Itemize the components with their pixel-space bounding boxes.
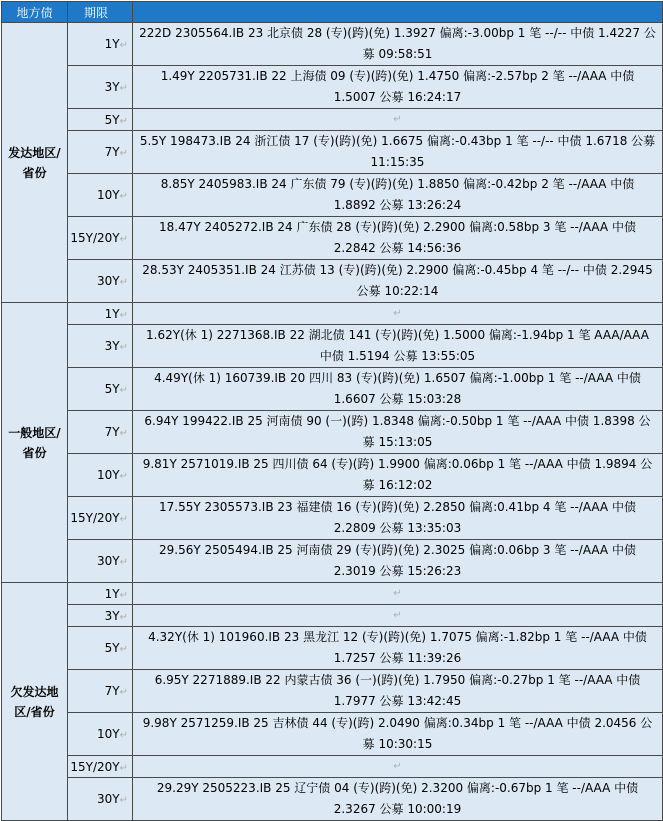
region-label: 发达地区/省份 xyxy=(8,145,61,180)
term-label: 5Y xyxy=(104,641,120,655)
table-row xyxy=(2,454,663,497)
table-row xyxy=(2,109,663,131)
bond-quote-cell xyxy=(133,109,663,131)
bond-quote-text: 9.81Y 2571019.IB 25 四川债 64 (专)(跨) 1.9900 偏离:0.06bp 1 笔 --/AAA 中债 1.9894 公募 16:12:02 xyxy=(142,457,653,492)
table-row xyxy=(2,756,663,778)
paragraph-mark: ↵ xyxy=(119,589,128,601)
term-label: 3Y xyxy=(104,339,120,353)
term-label: 30Y xyxy=(97,792,120,806)
table-row xyxy=(2,368,663,411)
paragraph-mark: ↵ xyxy=(119,148,128,159)
term-cell xyxy=(68,713,133,756)
paragraph-mark: ↵ xyxy=(119,234,128,245)
bond-quote-text: 4.49Y(休 1) 160739.IB 20 四川 83 (专)(跨)(免) 1.6507 偏离:-1.00bp 1 笔 --/AAA 中债 1.6607 公募 15:03:28 xyxy=(154,371,641,406)
term-cell xyxy=(68,778,133,821)
term-cell xyxy=(68,303,133,325)
term-label: 5Y xyxy=(104,112,120,127)
table-row xyxy=(2,303,663,325)
term-cell xyxy=(68,325,133,368)
term-cell xyxy=(68,454,133,497)
table-row xyxy=(2,174,663,217)
term-label: 10Y xyxy=(97,188,120,202)
bond-quote-text: 6.94Y 199422.IB 25 河南债 90 (一)(跨) 1.8348 偏离:-0.50bp 1 笔 --/AAA 中债 1.8398 公募 15:13:05 xyxy=(144,414,651,449)
empty-mark: ↵ xyxy=(393,588,402,599)
bond-quote-cell xyxy=(133,670,663,713)
empty-mark: ↵ xyxy=(393,610,402,621)
bond-quote-cell xyxy=(133,627,663,670)
header-details xyxy=(133,2,663,23)
bond-quote-text: 222D 2305564.IB 23 北京债 28 (专)(跨)(免) 1.3927 偏离:-3.00bp 1 笔 --/-- 中债 1.4227 公募 09:58:51 xyxy=(139,26,656,61)
table-row xyxy=(2,605,663,627)
term-cell xyxy=(68,174,133,217)
table-row xyxy=(2,325,663,368)
bond-quote-cell xyxy=(133,540,663,583)
term-label: 15Y/20Y xyxy=(70,759,120,774)
table-row xyxy=(2,670,663,713)
term-cell xyxy=(68,583,133,605)
table-row xyxy=(2,66,663,109)
bond-quote-text: 1.62Y(休 1) 2271368.IB 22 湖北债 141 (专)(跨)(免) 1.5000 偏离:-1.94bp 1 笔 AAA/AAA 中债 1.5194 公募 13:55:05 xyxy=(146,328,649,363)
paragraph-mark: ↵ xyxy=(119,557,128,568)
bond-quote-text: 9.98Y 2571259.IB 25 吉林债 44 (专)(跨) 2.0490 偏离:0.34bp 1 笔 --/AAA 中债 2.0456 公募 10:30:15 xyxy=(142,716,653,751)
header-row xyxy=(2,2,663,23)
bond-quote-cell xyxy=(133,454,663,497)
term-label: 30Y xyxy=(97,554,120,568)
term-label: 1Y xyxy=(104,586,120,601)
table-row xyxy=(2,260,663,303)
term-label: 7Y xyxy=(104,684,120,698)
paragraph-mark: ↵ xyxy=(119,730,128,741)
term-cell xyxy=(68,368,133,411)
paragraph-mark: ↵ xyxy=(119,277,128,288)
table-row xyxy=(2,217,663,260)
bond-quote-cell xyxy=(133,303,663,325)
table-row xyxy=(2,497,663,540)
paragraph-mark: ↵ xyxy=(119,471,128,482)
bond-quote-cell xyxy=(133,174,663,217)
bond-quote-cell xyxy=(133,66,663,109)
term-label: 10Y xyxy=(97,727,120,741)
term-label: 30Y xyxy=(97,274,120,288)
region-cell xyxy=(2,23,68,303)
term-cell xyxy=(68,260,133,303)
term-cell xyxy=(68,670,133,713)
term-label: 1Y xyxy=(104,37,120,51)
bond-quote-cell xyxy=(133,713,663,756)
term-label: 15Y/20Y xyxy=(70,231,120,245)
term-cell xyxy=(68,605,133,627)
term-label: 5Y xyxy=(104,382,120,396)
term-cell xyxy=(68,23,133,66)
table-row xyxy=(2,131,663,174)
paragraph-mark: ↵ xyxy=(119,385,128,396)
term-cell xyxy=(68,497,133,540)
term-label: 7Y xyxy=(104,145,120,159)
term-label: 1Y xyxy=(104,306,120,321)
paragraph-mark: ↵ xyxy=(119,342,128,353)
paragraph-mark: ↵ xyxy=(119,644,128,655)
paragraph-mark: ↵ xyxy=(119,309,128,321)
paragraph-mark: ↵ xyxy=(119,191,128,202)
term-cell xyxy=(68,411,133,454)
header-region: 地方债 xyxy=(2,2,68,23)
paragraph-mark: ↵ xyxy=(119,83,128,94)
term-cell xyxy=(68,131,133,174)
term-label: 15Y/20Y xyxy=(70,511,120,525)
table-row xyxy=(2,411,663,454)
bond-table xyxy=(1,1,663,821)
bond-quote-cell xyxy=(133,131,663,174)
table-row xyxy=(2,713,663,756)
empty-mark: ↵ xyxy=(393,114,402,125)
bond-quote-text: 17.55Y 2305573.IB 23 福建债 16 (专)(跨)(免) 2.2850 偏离:0.41bp 4 笔 --/AAA 中债 2.2809 公募 13:35:03 xyxy=(159,500,636,535)
bond-quote-text: 8.85Y 2405983.IB 24 广东债 79 (专)(跨)(免) 1.8850 偏离:-0.42bp 2 笔 --/AAA 中债 1.8892 公募 13:26:24 xyxy=(160,177,635,212)
bond-quote-text: 1.49Y 2205731.IB 22 上海债 09 (专)(跨)(免) 1.4750 偏离:-2.57bp 2 笔 --/AAA 中债 1.5007 公募 16:24:17 xyxy=(160,69,635,104)
header-term: 期限 xyxy=(68,2,133,23)
bond-quote-cell xyxy=(133,411,663,454)
table-row xyxy=(2,23,663,66)
bond-quote-cell xyxy=(133,23,663,66)
term-cell xyxy=(68,217,133,260)
paragraph-mark: ↵ xyxy=(119,611,128,623)
term-label: 3Y xyxy=(104,608,120,623)
paragraph-mark: ↵ xyxy=(119,115,128,127)
paragraph-mark: ↵ xyxy=(119,428,128,439)
term-cell xyxy=(68,756,133,778)
region-label: 一般地区/省份 xyxy=(8,425,61,460)
paragraph-mark: ↵ xyxy=(119,762,128,774)
bond-quote-text: 28.53Y 2405351.IB 24 江苏债 13 (专)(跨)(免) 2.2900 偏离:-0.45bp 4 笔 --/-- 中债 2.2945 公募 10:22:14 xyxy=(142,263,653,298)
bond-quote-cell xyxy=(133,217,663,260)
table-row xyxy=(2,778,663,821)
bond-quote-text: 29.56Y 2505494.IB 25 河南债 29 (专)(跨)(免) 2.3025 偏离:0.06bp 3 笔 --/AAA 中债 2.3019 公募 15:26:23 xyxy=(159,543,636,578)
bond-quote-cell xyxy=(133,325,663,368)
bond-quote-cell xyxy=(133,368,663,411)
term-label: 10Y xyxy=(97,468,120,482)
table-row xyxy=(2,583,663,605)
bond-quote-cell xyxy=(133,497,663,540)
table-row xyxy=(2,627,663,670)
paragraph-mark: ↵ xyxy=(119,795,128,806)
empty-mark: ↵ xyxy=(393,308,402,319)
term-label: 3Y xyxy=(104,80,120,94)
region-label: 欠发达地区/省份 xyxy=(10,684,59,719)
term-cell xyxy=(68,109,133,131)
bond-quote-text: 5.5Y 198473.IB 24 浙江债 17 (专)(跨)(免) 1.6675 偏离:-0.43bp 1 笔 --/-- 中债 1.6718 公募 11:15:35 xyxy=(139,134,656,169)
bond-quote-text: 29.29Y 2505223.IB 25 辽宁债 04 (专)(跨)(免) 2.3200 偏离:-0.67bp 1 笔 --/AAA 中债 2.3267 公募 10:00:19 xyxy=(156,781,639,816)
empty-mark: ↵ xyxy=(393,761,402,772)
bond-quote-text: 4.32Y(休 1) 101960.IB 23 黑龙江 12 (专)(跨)(免) 1.7075 偏离:-1.82bp 1 笔 --/AAA 中债 1.7257 公募 11:39:26 xyxy=(148,630,647,665)
table-row xyxy=(2,540,663,583)
bond-quote-cell xyxy=(133,778,663,821)
paragraph-mark: ↵ xyxy=(119,514,128,525)
bond-quote-text: 6.95Y 2271889.IB 22 内蒙古债 36 (一)(跨)(免) 1.7950 偏离:-0.27bp 1 笔 --/AAA 中债 1.7977 公募 13:42:45 xyxy=(154,673,641,708)
bond-quote-cell xyxy=(133,260,663,303)
paragraph-mark: ↵ xyxy=(119,40,128,51)
region-cell xyxy=(2,583,68,821)
bond-quote-text: 18.47Y 2405272.IB 24 广东债 28 (专)(跨)(免) 2.2900 偏离:0.58bp 3 笔 --/AAA 中债 2.2842 公募 14:56:36 xyxy=(159,220,636,255)
paragraph-mark: ↵ xyxy=(119,687,128,698)
term-label: 7Y xyxy=(104,425,120,439)
bond-quote-cell xyxy=(133,583,663,605)
bond-quote-cell xyxy=(133,756,663,778)
term-cell xyxy=(68,540,133,583)
term-cell xyxy=(68,66,133,109)
term-cell xyxy=(68,627,133,670)
bond-quote-cell xyxy=(133,605,663,627)
region-cell xyxy=(2,303,68,583)
